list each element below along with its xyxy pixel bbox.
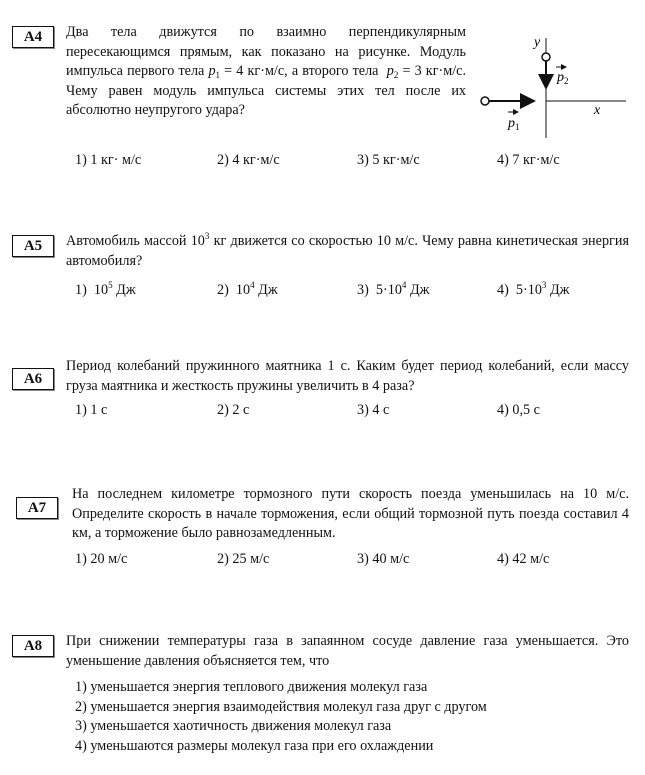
- options-a7: [75, 551, 615, 569]
- question-label-a8: A8: [12, 635, 54, 657]
- option-a6-4[interactable]: 4) 0,5 с: [497, 402, 540, 418]
- axis-x-label: x: [594, 103, 601, 118]
- question-text-a6: Период колебаний пружинного маятника 1 с. Каким будет период колебаний, если массу груза маятника и жесткость пружины увеличить в 4 раза?: [66, 358, 629, 394]
- options-a8: [75, 678, 487, 756]
- question-text-a5: Автомобиль массой $10^3$ кг движется со скоростью 10 м/с. Чему равна кинетическая энергия автомобиля?: [66, 231, 629, 269]
- option-a5-4[interactable]: 4) $5\cdot 10^3$ Дж: [497, 280, 570, 298]
- momentum-diagram: [478, 28, 628, 143]
- question-text-a7: На последнем километре тормозного пути скорость поезда уменьшилась на 10 м/с. Определите скорость в начале торможения, если общий тормозной путь поезда составил 4 км, а торможение было равнозамедленным.: [72, 486, 629, 541]
- option-a4-4[interactable]: 4) 7 кг·м/с: [497, 152, 560, 168]
- question-label-a4: A4: [12, 26, 54, 48]
- option-a7-2[interactable]: 2) 25 м/с: [217, 551, 270, 567]
- option-a6-2[interactable]: 2) 2 с: [217, 402, 250, 418]
- option-a4-2[interactable]: 2) 4 кг·м/с: [217, 152, 280, 168]
- question-label-a5: A5: [12, 235, 54, 257]
- option-a4-3[interactable]: 3) 5 кг·м/с: [357, 152, 420, 168]
- label-p1: $p_1$: [508, 116, 520, 132]
- body-2: [542, 53, 550, 61]
- option-a8-3[interactable]: 3) уменьшается хаотичность движения молекул газа: [75, 718, 392, 734]
- options-a5: [75, 282, 615, 300]
- options-a6: [75, 402, 615, 420]
- question-text-a4: Два тела движутся по взаимно перпендикулярным пересекающимся прямым, как показано на рисунке. Модуль импульса первого тела $p_1 = 4$ кг·м/с, а второго тела $p_2 = 3$ кг·м/с. Чему равен модуль импульса системы этих тел после их абсолютно неупругого удара?: [66, 24, 467, 118]
- option-a7-1[interactable]: 1) 20 м/с: [75, 551, 128, 567]
- question-label-a7: A7: [16, 497, 58, 519]
- label-p2: $p_2$: [557, 70, 569, 86]
- options-a4: [75, 152, 615, 170]
- body-1: [481, 97, 489, 105]
- option-a5-2[interactable]: 2) $10^4$ Дж: [217, 280, 278, 298]
- option-a7-3[interactable]: 3) 40 м/с: [357, 551, 410, 567]
- question-text-a8: При снижении температуры газа в запаянном сосуде давление газа уменьшается. Это уменьшение давления объясняется тем, что: [66, 633, 629, 669]
- option-a7-4[interactable]: 4) 42 м/с: [497, 551, 550, 567]
- option-a5-1[interactable]: 1) $10^5$ Дж: [75, 280, 136, 298]
- option-a8-1[interactable]: 1) уменьшается энергия теплового движения молекул газа: [75, 679, 428, 695]
- option-a4-1[interactable]: 1) 1 кг· м/с: [75, 152, 142, 168]
- option-a6-3[interactable]: 3) 4 с: [357, 402, 390, 418]
- option-a6-1[interactable]: 1) 1 с: [75, 402, 108, 418]
- axis-y-label: y: [534, 35, 541, 50]
- option-a8-2[interactable]: 2) уменьшается энергия взаимодействия молекул газа друг с другом: [75, 698, 487, 715]
- option-a5-3[interactable]: 3) $5\cdot 10^4$ Дж: [357, 280, 430, 298]
- option-a8-4[interactable]: 4) уменьшаются размеры молекул газа при его охлаждении: [75, 737, 434, 754]
- question-label-a6: A6: [12, 368, 54, 390]
